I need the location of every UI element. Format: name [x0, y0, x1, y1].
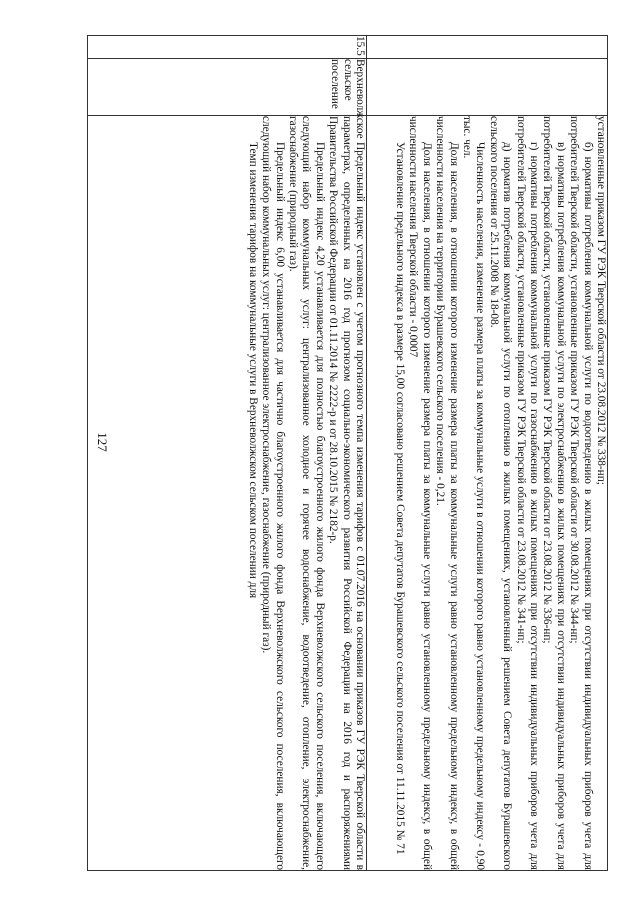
paragraph: Доля населения, в отношении которого изменение размера платы за коммунальные услуги равно установленному предельному индексу, в общей численности населения Тверской области - 0,0007 [407, 116, 433, 870]
paragraph: г) нормативы потребления коммунальной услуги по газоснабжению в жилых помещениях при отсутствии индивидуальных приборов учета для потребителей Тверской области, установленные приказом ГУ РЭК Тверской области от 23.08.2012 № 341-нп; [514, 116, 540, 870]
table-row [367, 36, 608, 871]
description-cell [367, 116, 608, 871]
paragraph: Предельный индекс 6,00 устанавливается для частично благоустроенного жилого фонда Верхневолжского сельского поселения, включающего следующий набор коммунальных услуг: централизованное электроснабжение, газоснабжение (природный газ). [260, 116, 286, 870]
row-number-cell [367, 36, 608, 59]
settlement-name-cell [367, 59, 608, 116]
paragraph: д) норматив потребления коммунальной услуги по отоплению в жилых помещениях, установленный решением Совета депутатов Бурашевского сельского поселения от 25.11.2008 № 18-08. [487, 116, 514, 870]
settlement-name-cell: Верхневолжское сельское поселение [88, 59, 367, 116]
paragraph: Установление предельного индекса в размере 15,00 согласовано решением Совета депутатов Бурашевского сельского поселения от 11.11.2015 № 71 [393, 142, 406, 855]
page-number: 127 [95, 432, 110, 452]
paragraph: в) нормативы потребления коммунальной услуги по электроснабжению в жилых помещениях при отсутствии индивидуальных приборов учета для потребителей Тверской области, установленные приказом ГУ РЭК Тверской области от 23.08.2012 № 336-нп; [541, 116, 567, 870]
paragraph: Предельный индекс 4,20 устанавливается для полностью благоустроенного жилого фонда Верхневолжского сельского поселения, включающего следующий набор коммунальных услуг: централизованное холодное и горячее водоснабжение, водоотведение, отопление, электроснабжение, газоснабжение (природный газ). [286, 116, 326, 870]
description-cell [88, 116, 367, 871]
limit-index-table [87, 35, 608, 871]
row-number-cell: 15.5 [88, 36, 367, 59]
paragraph: Численность населения, изменение размера платы за коммунальные услуги в отношении которого равно установленному предельному индексу - 0,90 тыс. чел. [460, 116, 487, 870]
table-row [88, 36, 367, 871]
paragraph: установленные приказом ГУ РЭК Тверской области от 23.08.2012 № 338-нп; [595, 116, 607, 485]
rotated-page-content [88, 35, 608, 871]
paragraph: б) нормативы потребления коммунальной услуги по водоотведению в жилых помещениях при отсутствии индивидуальных приборов учета для потребителей Тверской области, установленные приказом ГУ РЭК Тверской области от 30.08.2012 № 344-нп; [568, 116, 594, 870]
paragraph: Предельный индекс установлен с учетом прогнозного темпа изменения тарифов с 01.07.2016 на основании приказов ГУ РЭК Тверской области в параметрах, определенных на 2016 год прогнозом социально-экономического развития Российской Федерации на 2016 год и распоряжениями Правительства Российской Федерации от 01.11.2014 № 2222-р и от 28.10.2015 № 2182-р. [327, 116, 366, 870]
paragraph: Доля населения, в отношении которого изменение размера платы за коммунальные услуги равно установленному предельному индексу, в общей численности населения на территории Бурашевского сельского поселения - 0,21. [434, 116, 460, 870]
paragraph: Темп изменения тарифов на коммунальные услуги в Верхневолжском сельском поселении для [246, 142, 259, 599]
